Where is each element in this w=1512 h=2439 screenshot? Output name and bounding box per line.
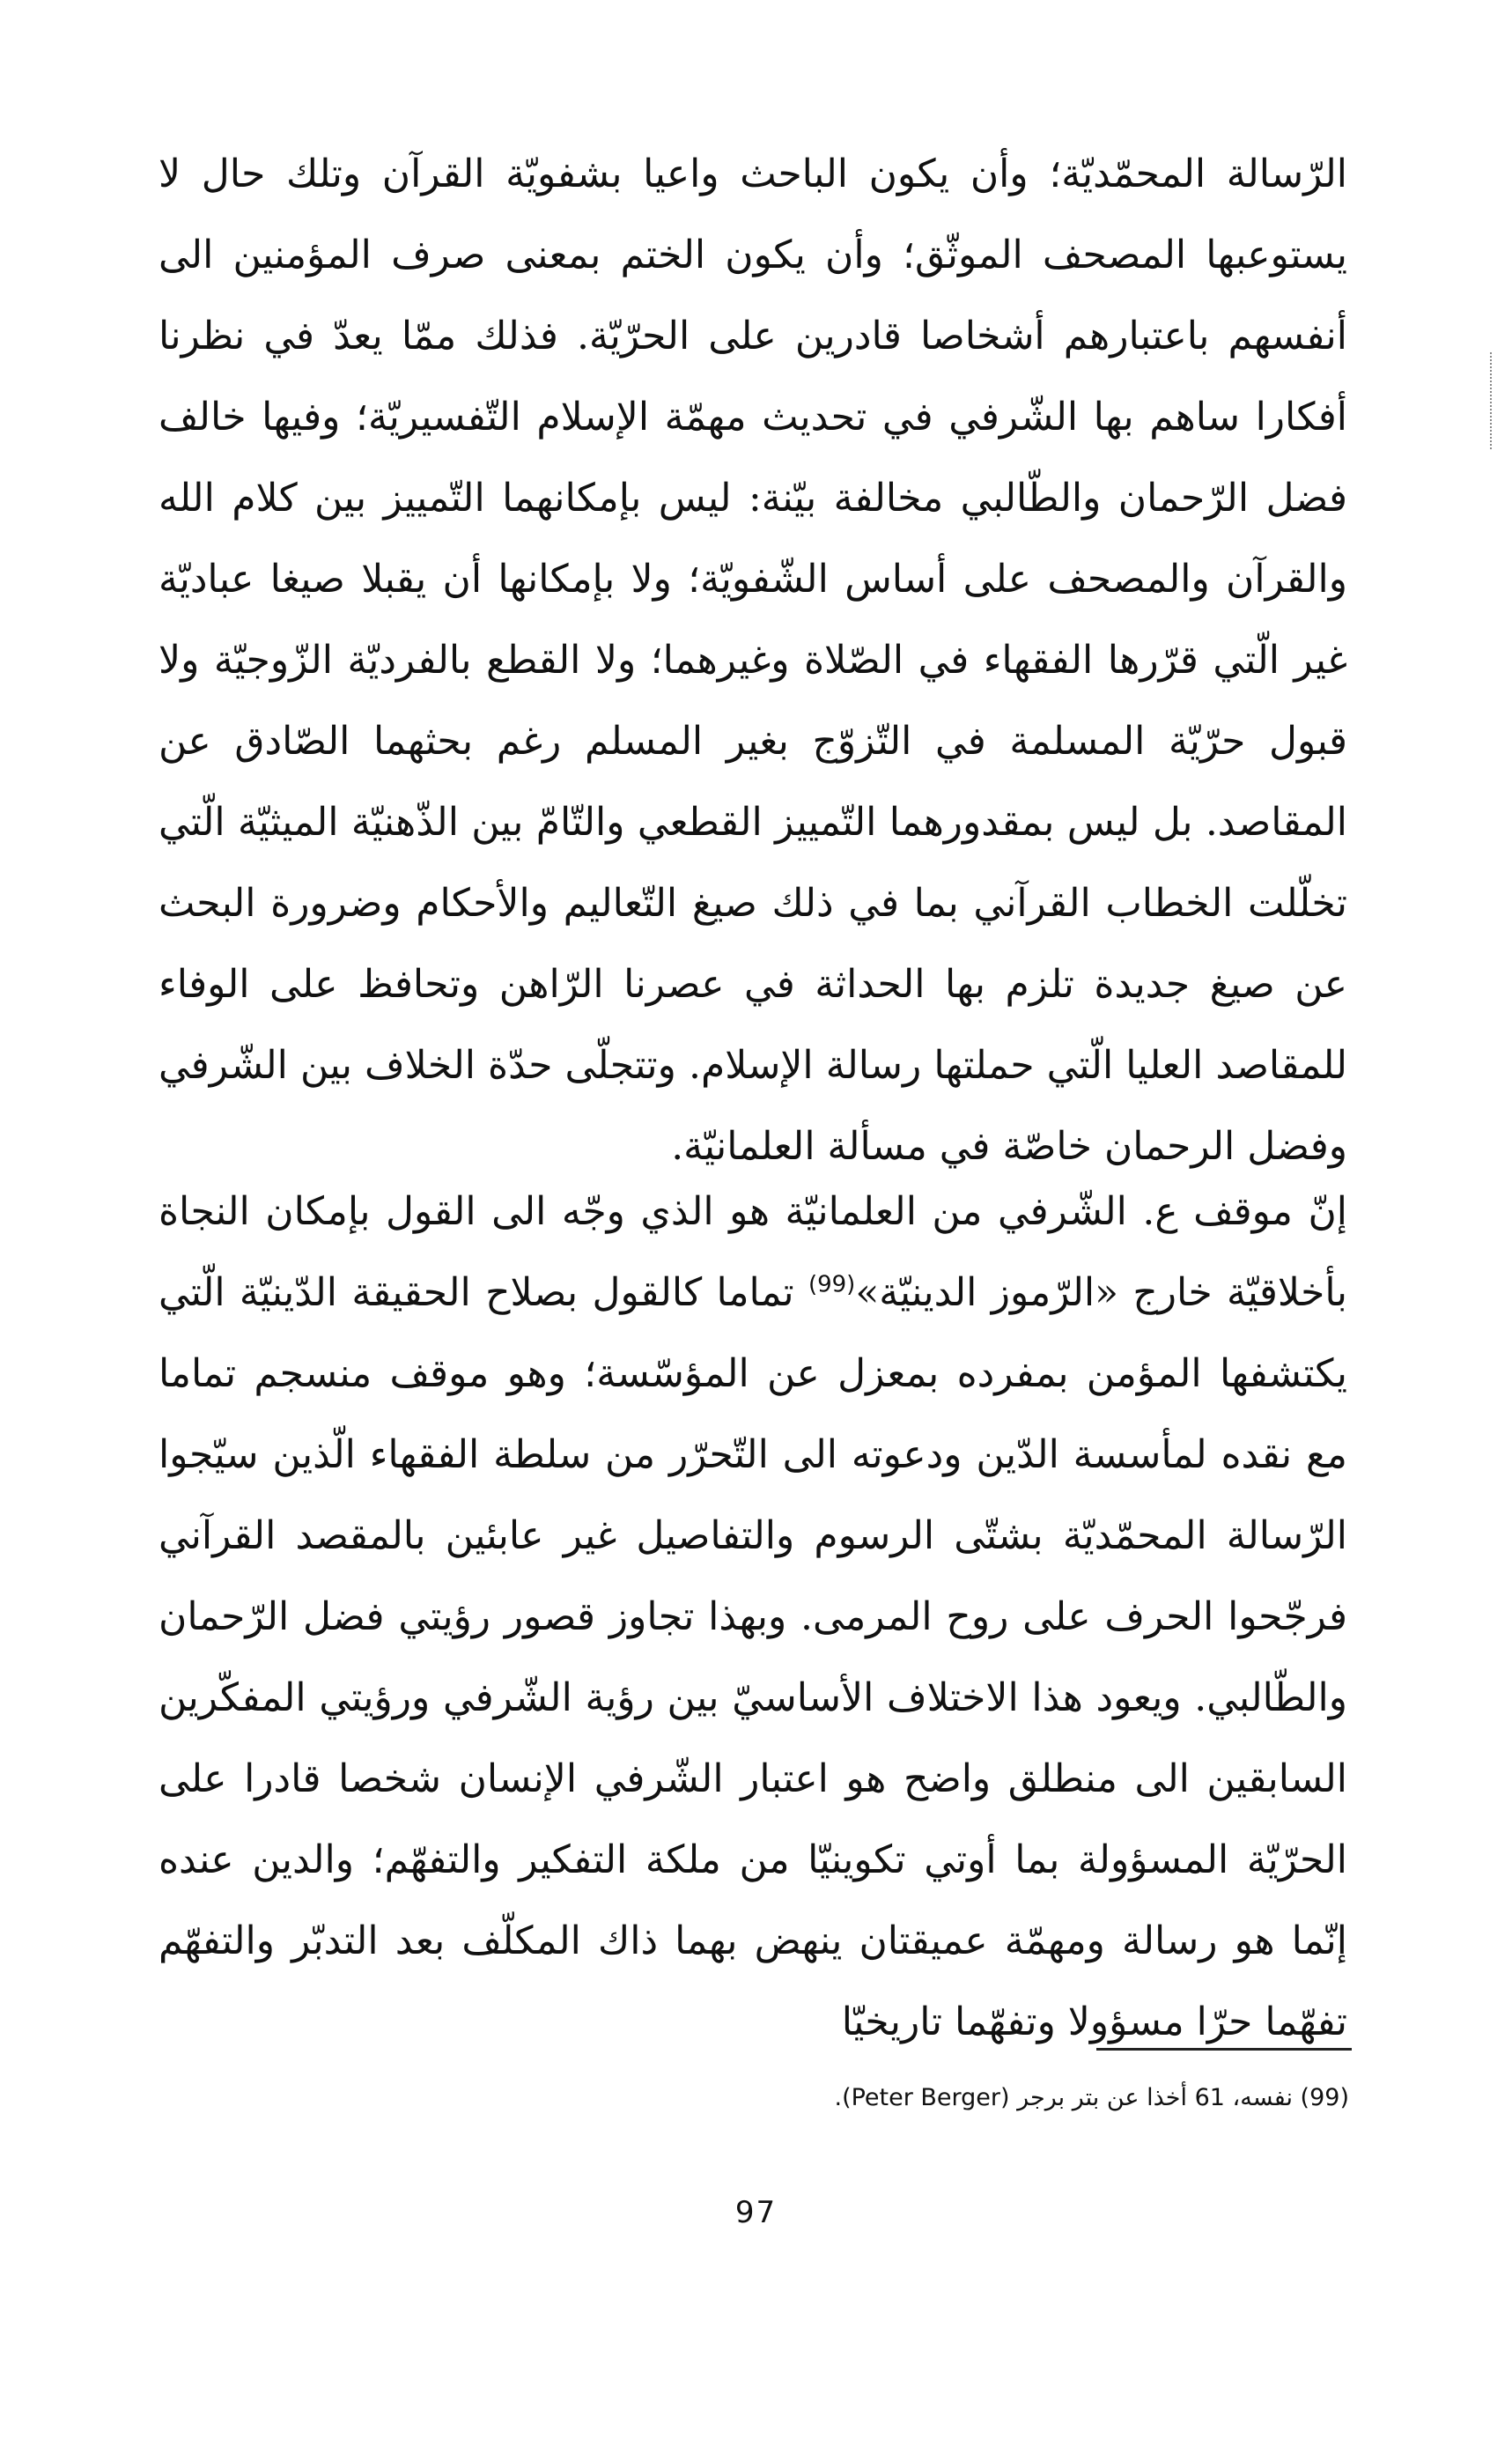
footnote-text: (99) نفسه، 61 أخذا عن بتر برجر [1009, 2084, 1349, 2111]
margin-mark [1490, 352, 1492, 449]
paragraph-text: الرّسالة المحمّديّة؛ وأن يكون الباحث واعيا بشفويّة القرآن وتلك حال لا يستوعبها المصحف الموثّق؛ وأن يكون الختم بمعنى صرف المؤمنين الى أنفسهم باعتبارهم أشخاصا قادرين على الحرّيّة. فذلك ممّا يعدّ في نظرنا أفكارا ساهم بها الشّرفي في تحديث مهمّة الإسلام التّفسيريّة؛ وفيها خالف فضل الرّحمان والطّالبي مخالفة بيّنة: ليس بإمكانهما التّمييز بين كلام الله والقرآن والمصحف على أساس الشّفويّة؛ ولا بإمكانها أن يقبلا صيغا عباديّة غير الّتي قرّرها الفقهاء في الصّلاة وغيرهما؛ ولا القطع بالفرديّة الزّوجيّة ولا قبول حرّيّة المسلمة في التّزوّج بغير المسلم رغم بحثهما الصّادق عن المقاصد. بل ليس بمقدورهما التّمييز القطعي والتّامّ بين الذّهنيّة الميثيّة الّتي تخلّلت الخطاب القرآني بما في ذلك صيغ التّعاليم والأحكام وضرورة البحث عن صيغ جديدة تلزم بها الحداثة في عصرنا الرّاهن وتحافظ على الوفاء للمقاصد العليا الّتي حملتها رسالة الإسلام. وتتجلّى حدّة الخلاف بين الشّرفي وفضل الرحمان خاصّة في مسألة العلمانيّة. [159, 152, 1347, 1169]
paragraph-text [159, 1171, 1347, 2063]
footnote-separator [1096, 2048, 1352, 2051]
footnote [159, 2081, 1349, 2116]
body-paragraph-1 [159, 134, 1347, 1187]
footnote-latin-name: (Peter Berger) [842, 2084, 1010, 2111]
footnote-reference: (99) [808, 1271, 856, 1298]
paragraph-text-part: تماما كالقول بصلاح الحقيقة الدّينيّة الّتي يكتشفها المؤمن بمفرده بمعزل عن المؤسّسة؛ وهو موقف منسجم تماما مع نقده لمأسسة الدّين ودعوته الى التّحرّر من سلطة الفقهاء الّذين سيّجوا الرّسالة المحمّديّة بشتّى الرسوم والتفاصيل غير عابئين بالمقصد القرآني فرجّحوا الحرف على روح المرمى. وبهذا تجاوز قصور رؤيتي فضل الرّحمان والطّالبي. ويعود هذا الاختلاف الأساسيّ بين رؤية الشّرفي ورؤيتي المفكّرين السابقين الى منطلق واضح هو اعتبار الشّرفي الإنسان شخصا قادرا على الحرّيّة المسؤولة بما أوتي تكوينيّا من ملكة التفكير والتفهّم؛ والدين عنده إنّما هو رسالة ومهمّة عميقتان ينهض بهما ذاك المكلّف بعد التدبّر والتفهّم تفهّما حرّا مسؤولا وتفهّما تاريخيّا [159, 1270, 1348, 2044]
paragraph-text-part: إنّ موقف ع. الشّرفي من العلمانيّة هو الذي وجّه الى القول بإمكان النجاة بأخلاقيّة خارج «الرّموز الدينيّة» [159, 1189, 1347, 1315]
page-number: 97 [734, 2195, 778, 2230]
footnote-end: . [834, 2084, 843, 2111]
body-paragraph-2 [159, 1171, 1347, 2063]
